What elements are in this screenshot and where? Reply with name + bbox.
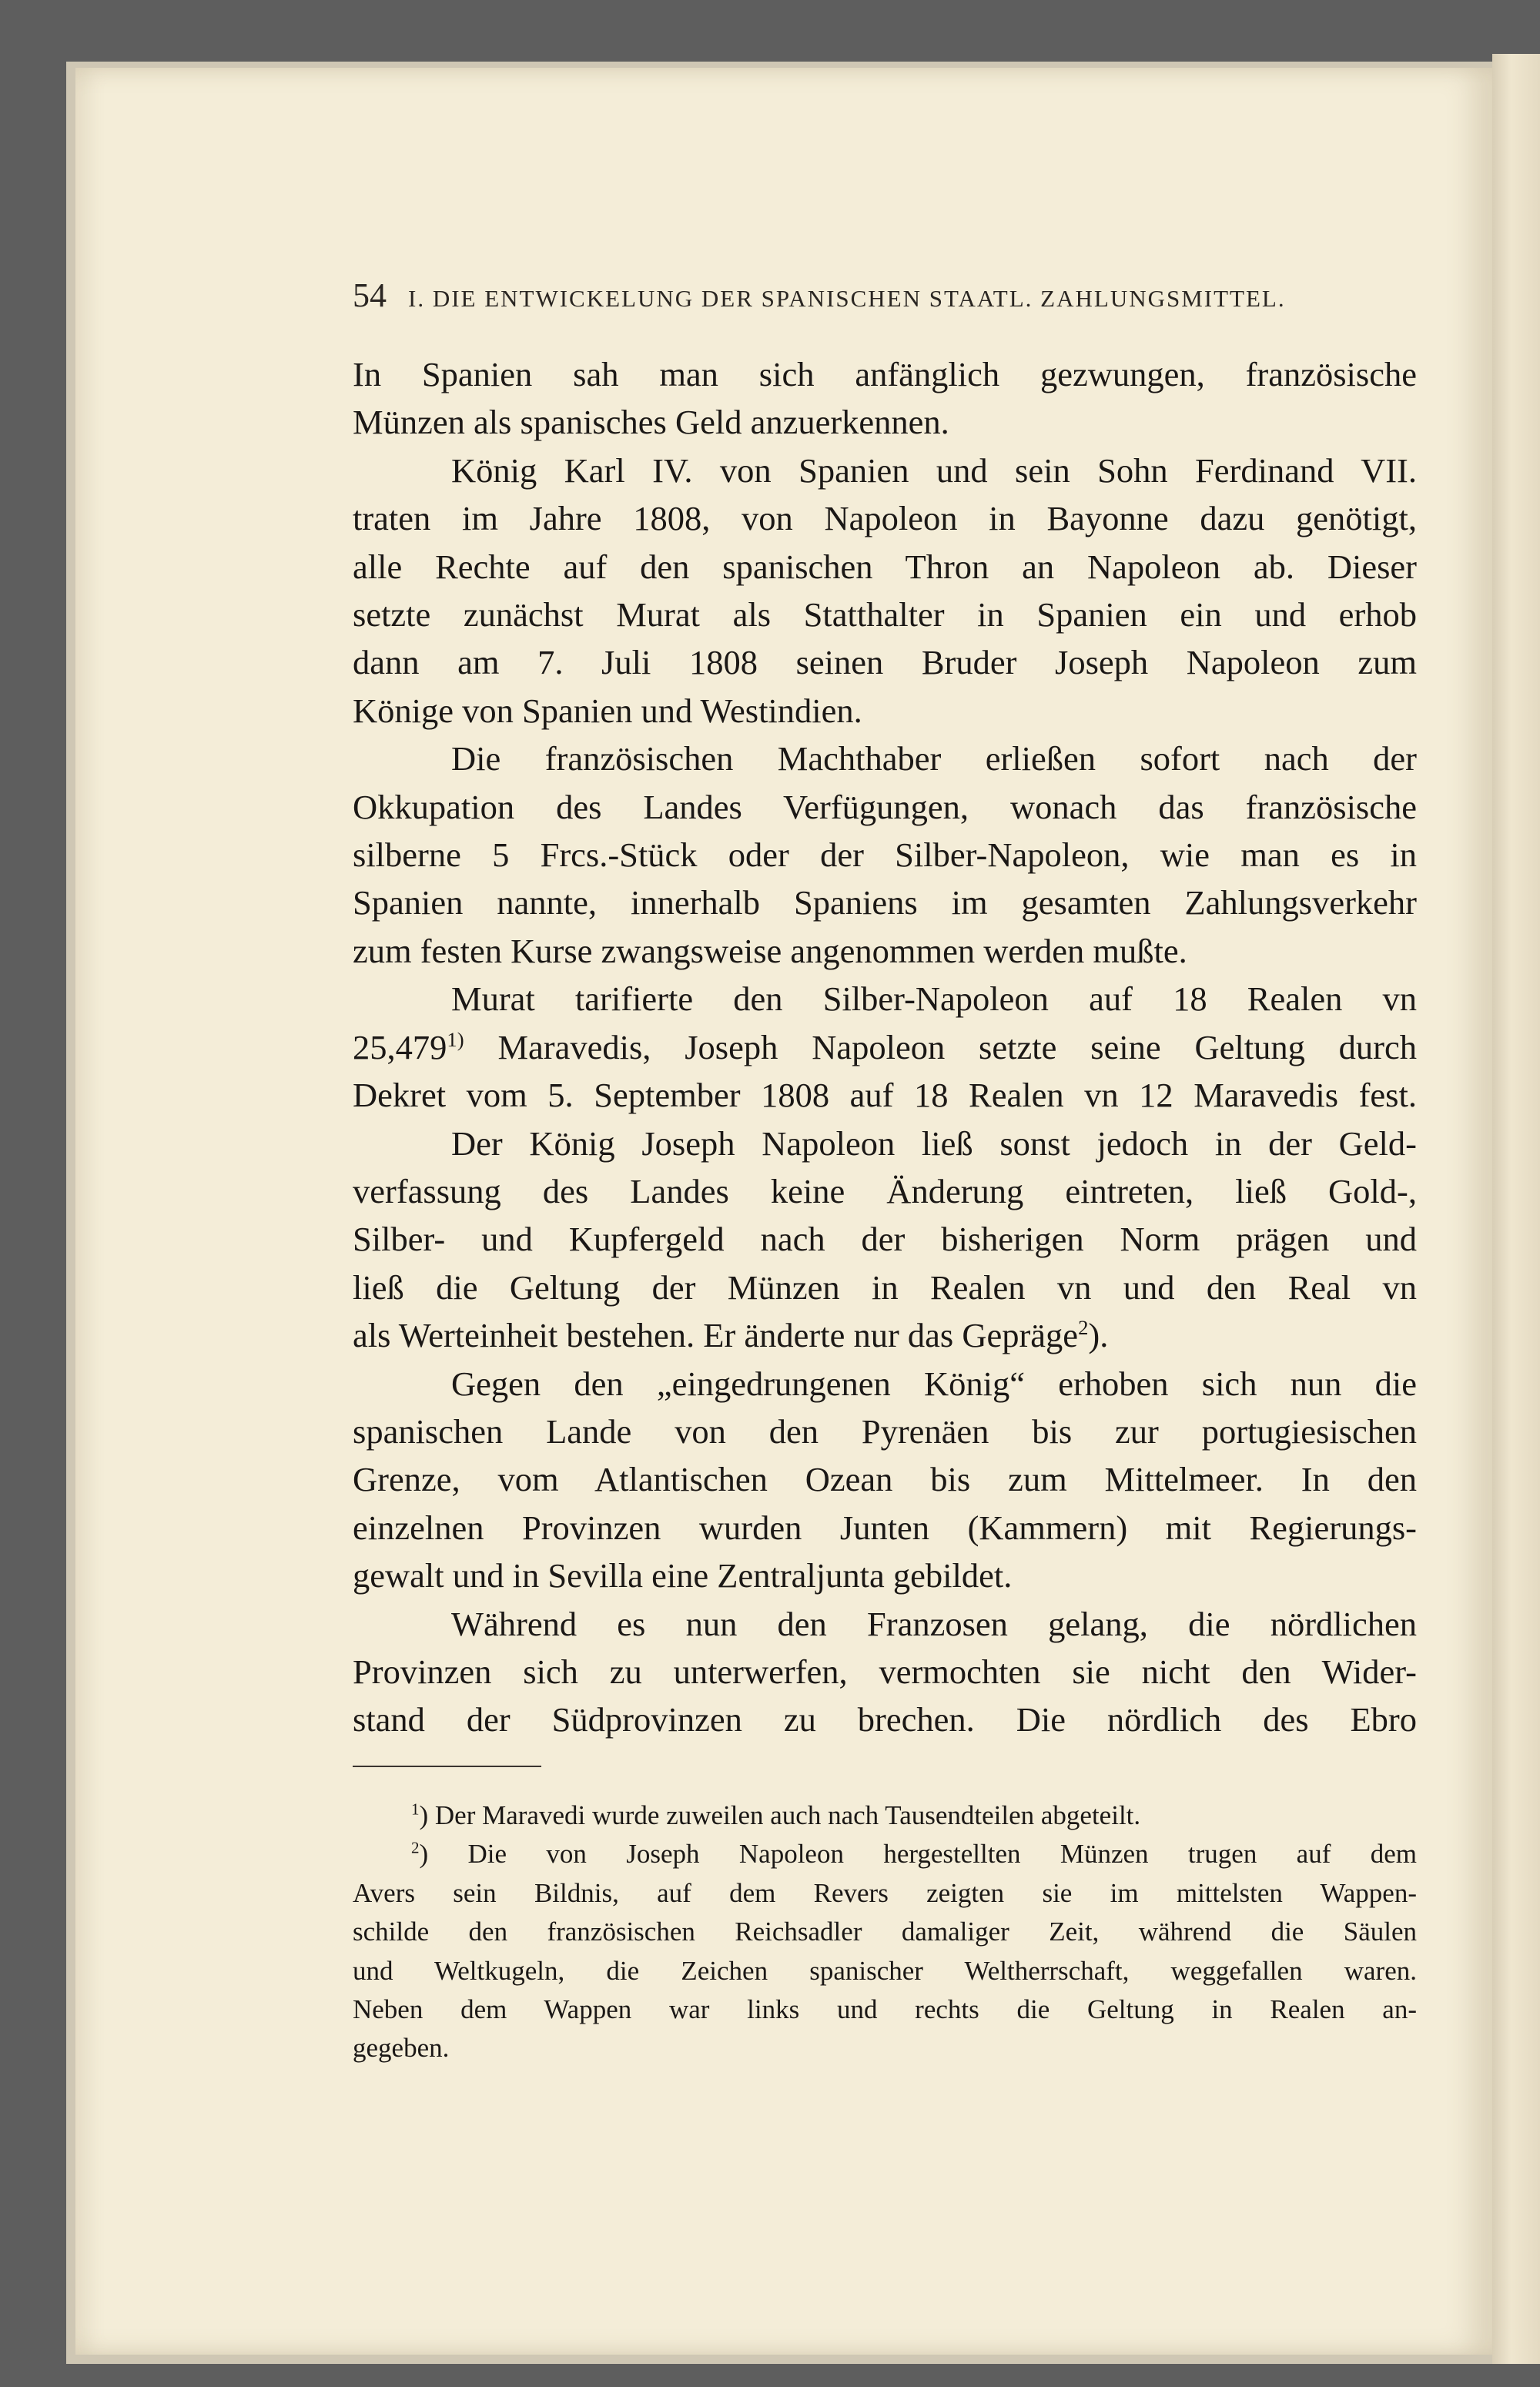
paragraph-1 <box>353 350 1417 447</box>
text-line: einzelnen Provinzen wurden Junten (Kammern) mit Regierungs- <box>353 1508 1417 1547</box>
text-line: verfassung des Landes keine Änderung eintreten, ließ Gold-, <box>353 1171 1417 1210</box>
paragraph-5 <box>353 1120 1417 1360</box>
text-line: Okkupation des Landes Verfügungen, wonach das französische <box>353 787 1417 826</box>
running-title: I. DIE ENTWICKELUNG DER SPANISCHEN STAATL. ZAHLUNGSMITTEL. <box>408 285 1286 312</box>
text-line <box>353 1311 1417 1359</box>
text-line: setzte zunächst Murat als Statthalter in Spanien ein und erhob <box>353 595 1417 634</box>
text-fragment: ). <box>1088 1316 1109 1355</box>
text-line: Münzen als spanisches Geld anzuerkennen. <box>353 403 949 442</box>
text-line: gewalt und in Sevilla eine Zentraljunta gebildet. <box>353 1556 1013 1595</box>
footnote-separator <box>353 1766 541 1767</box>
text-line: spanischen Lande von den Pyrenäen bis zur portugiesischen <box>353 1411 1417 1451</box>
text-line: silberne 5 Frcs.-Stück oder der Silber-Napoleon, wie man es in <box>353 835 1417 875</box>
text-line: stand der Südprovinzen zu brechen. Die nördlich des Ebro <box>353 1700 1417 1739</box>
footnote-line: Avers sein Bildnis, auf dem Revers zeigten sie im mittelsten Wappen- <box>353 1877 1417 1908</box>
text-line: Könige von Spanien und Westindien. <box>353 691 862 730</box>
footnote-1 <box>353 1796 1417 1835</box>
footnote-line: schilde den französischen Reichsadler damaliger Zeit, während die Säulen <box>353 1917 1417 1947</box>
footnote-line: Neben dem Wappen war links und rechts die Geltung in Realen an- <box>353 1994 1417 2025</box>
text-fragment: Maravedis, Joseph Napoleon setzte seine Geltung durch <box>464 1027 1417 1066</box>
running-header <box>353 276 1417 315</box>
page-gutter <box>1492 54 1540 2364</box>
text-line: dann am 7. Juli 1808 seinen Bruder Joseph Napoleon zum <box>353 643 1417 682</box>
text-line: Der König Joseph Napoleon ließ sonst jedoch in der Geld- <box>451 1123 1417 1163</box>
footnote-ref-2: 2 <box>1078 1316 1089 1340</box>
text-line <box>353 1023 1417 1071</box>
text-line: Gegen den „eingedrungenen König“ erhoben sich nun die <box>451 1364 1417 1403</box>
footnote-2 <box>353 1835 1417 1873</box>
text-line: Dekret vom 5. September 1808 auf 18 Realen vn 12 Maravedis fest. <box>353 1076 1417 1115</box>
footnote-2-text: ) Die von Joseph Napoleon hergestellten Münzen trugen auf dem <box>419 1839 1417 1870</box>
body-text <box>353 350 1417 1744</box>
text-line: zum festen Kurse zwangsweise angenommen werden mußte. <box>353 931 1187 970</box>
footnote-2-mark: 2 <box>411 1838 420 1857</box>
text-line: Spanien nannte, innerhalb Spaniens im gesamten Zahlungsverkehr <box>353 883 1417 922</box>
text-line: Provinzen sich zu unterwerfen, vermochten sie nicht den Wider- <box>353 1652 1417 1691</box>
text-line: Grenze, vom Atlantischen Ozean bis zum Mittelmeer. In den <box>353 1460 1417 1499</box>
footnote-1-mark: 1 <box>411 1799 420 1819</box>
text-line: alle Rechte auf den spanischen Thron an Napoleon ab. Dieser <box>353 547 1417 586</box>
footnote-line: und Weltkugeln, die Zeichen spanischer Weltherrschaft, weggefallen waren. <box>353 1955 1417 1986</box>
footnote-ref-1: 1) <box>447 1027 464 1051</box>
text-line: Murat tarifierte den Silber-Napoleon auf 18 Realen vn <box>451 979 1417 1019</box>
text-line: In Spanien sah man sich anfänglich gezwungen, französische <box>353 355 1417 393</box>
text-line: König Karl IV. von Spanien und sein Sohn Ferdinand VII. <box>451 450 1417 490</box>
paragraph-2 <box>353 447 1417 735</box>
text-line: traten im Jahre 1808, von Napoleon in Bayonne dazu genötigt, <box>353 499 1417 538</box>
text-fragment: 25,479 <box>353 1027 447 1066</box>
text-line: Silber- und Kupfergeld nach der bisherigen Norm prägen und <box>353 1220 1417 1259</box>
text-fragment: als Werteinheit bestehen. Er änderte nur das Gepräge <box>353 1316 1079 1355</box>
paragraph-6 <box>353 1360 1417 1600</box>
text-line: Die französischen Machthaber erließen sofort nach der <box>451 739 1417 778</box>
page-number: 54 <box>353 276 387 314</box>
footnotes <box>353 1796 1417 2068</box>
paragraph-4 <box>353 975 1417 1119</box>
paragraph-3 <box>353 735 1417 975</box>
footnote-line: gegeben. <box>353 2033 450 2064</box>
text-line: ließ die Geltung der Münzen in Realen vn und den Real vn <box>353 1267 1417 1307</box>
paragraph-7 <box>353 1600 1417 1744</box>
footnote-1-text: ) Der Maravedi wurde zuweilen auch nach Tausendteilen abgeteilt. <box>419 1800 1141 1830</box>
text-line: Während es nun den Franzosen gelang, die nördlichen <box>451 1604 1417 1643</box>
